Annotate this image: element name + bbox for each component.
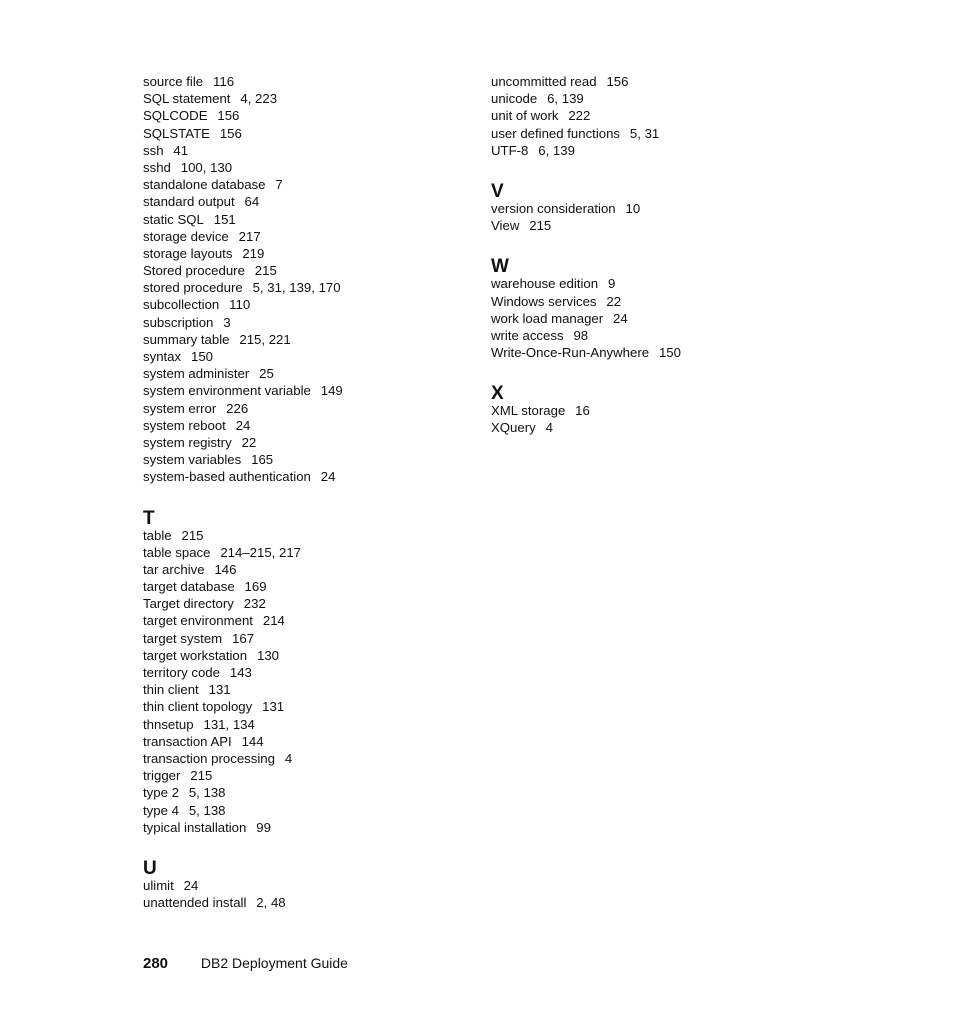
index-entry: [143, 451, 473, 468]
index-entry: [491, 344, 821, 361]
index-entry: [491, 402, 821, 419]
index-term: table: [143, 527, 172, 543]
index-entry: [143, 819, 473, 836]
index-term: View: [491, 218, 520, 234]
index-page-refs: 4: [545, 420, 553, 436]
index-entry: [143, 176, 473, 193]
index-page-refs: 110: [229, 297, 251, 313]
index-page-refs: 41: [173, 142, 189, 158]
index-page-refs: 215: [181, 527, 204, 543]
index-entry: [143, 279, 473, 296]
index-column-left: [143, 73, 473, 911]
index-letter-v: V: [491, 180, 504, 202]
index-entry: [491, 200, 821, 217]
index-entry: [143, 468, 473, 485]
index-entry: [491, 327, 821, 344]
index-page-refs: 4: [284, 750, 293, 766]
index-entry: [143, 802, 473, 819]
index-page-refs: 16: [575, 403, 590, 419]
index-entry: [143, 698, 473, 715]
index-page-refs: 98: [573, 327, 589, 343]
index-term: SQLCODE: [143, 108, 208, 124]
index-page-refs: 24: [320, 469, 336, 485]
index-page-refs: 25: [259, 366, 274, 382]
index-page-refs: 5, 138: [188, 785, 226, 801]
index-page-refs: 156: [217, 108, 240, 124]
index-term: sshd: [143, 159, 171, 175]
index-entry: [143, 630, 473, 647]
index-page-refs: 150: [191, 349, 214, 364]
index-term: ssh: [143, 142, 164, 158]
index-page-refs: 5, 138: [188, 802, 226, 818]
index-term: table space: [143, 544, 211, 560]
page-footer: [143, 955, 348, 972]
index-entry: [143, 664, 473, 681]
index-entry: [143, 716, 473, 733]
index-group-s: [143, 73, 473, 486]
index-term: thin client: [143, 682, 199, 698]
index-term: transaction API: [143, 733, 232, 749]
index-term: subscription: [143, 314, 214, 330]
index-entry: [143, 73, 473, 90]
index-term: unit of work: [491, 108, 559, 124]
index-page-refs: 217: [238, 228, 261, 244]
index-term: target environment: [143, 613, 253, 629]
index-entry: [143, 561, 473, 578]
index-term: system-based authentication: [143, 469, 311, 485]
index-entry: [143, 877, 473, 894]
index-term: system error: [143, 400, 217, 416]
index-entry: [143, 90, 473, 107]
index-entry: [143, 296, 473, 313]
index-entry: [143, 125, 473, 142]
index-letter-u: U: [143, 857, 157, 879]
index-page-refs: 232: [243, 596, 266, 612]
index-term: SQL statement: [143, 91, 231, 107]
index-page-refs: 214: [262, 613, 285, 629]
index-entry: [143, 382, 473, 399]
index-page-refs: 219: [242, 245, 265, 261]
index-page-refs: 150: [658, 345, 681, 361]
index-entry: [143, 750, 473, 767]
index-term: subcollection: [143, 297, 220, 313]
index-term: transaction processing: [143, 750, 275, 766]
index-entry: [491, 275, 821, 292]
index-entry: [491, 310, 821, 327]
index-term: uncommitted read: [491, 74, 597, 89]
index-term: XQuery: [491, 420, 536, 436]
index-term: standard output: [143, 194, 235, 210]
index-term: source file: [143, 74, 204, 89]
index-entry: [143, 262, 473, 279]
index-term: type 4: [143, 802, 179, 818]
index-page-refs: 214–215, 217: [220, 544, 302, 560]
index-page-refs: 226: [226, 400, 249, 416]
index-page-refs: 5, 31: [629, 125, 660, 141]
index-term: version consideration: [491, 200, 616, 216]
index-page-refs: 131: [208, 682, 231, 698]
index-page-refs: 6, 139: [538, 142, 575, 158]
index-entry: [143, 767, 473, 784]
index-term: Write-Once-Run-Anywhere: [491, 345, 650, 361]
index-page-refs: 215: [190, 768, 213, 784]
index-group-u-continued: [491, 73, 821, 159]
index-term: stored procedure: [143, 280, 243, 296]
index-column-right: [491, 73, 821, 437]
index-page-refs: 149: [320, 383, 343, 399]
index-term: static SQL: [143, 211, 204, 227]
index-entry: [491, 125, 821, 142]
index-group-v: [491, 200, 821, 234]
index-entry: [491, 419, 821, 436]
index-term: target workstation: [143, 647, 248, 663]
index-entry: [143, 578, 473, 595]
index-page-refs: 2, 48: [256, 895, 286, 911]
index-term: thnsetup: [143, 716, 194, 732]
index-term: UTF-8: [491, 142, 529, 158]
index-page-refs: 116: [213, 74, 235, 89]
index-entry: [143, 107, 473, 124]
index-term: Windows services: [491, 293, 597, 309]
index-term: system variables: [143, 452, 242, 468]
index-entry: [143, 365, 473, 382]
index-term: storage layouts: [143, 245, 233, 261]
index-page-refs: 131: [262, 699, 285, 715]
index-entry: [143, 733, 473, 750]
index-entry: [143, 647, 473, 664]
index-page-refs: 24: [235, 417, 251, 433]
index-page-refs: 156: [219, 125, 242, 141]
index-page-refs: 143: [229, 665, 252, 680]
index-entry: [143, 784, 473, 801]
index-term: thin client topology: [143, 699, 253, 715]
index-group-u: [143, 877, 473, 911]
index-term: write access: [491, 327, 564, 343]
index-page-refs: 22: [241, 434, 257, 450]
index-entry: [143, 400, 473, 417]
index-page-refs: 7: [275, 177, 283, 193]
index-term: XML storage: [491, 403, 566, 419]
index-group-t: [143, 527, 473, 836]
index-entry: [491, 217, 821, 234]
index-page-refs: 10: [625, 200, 641, 216]
index-entry: [491, 293, 821, 310]
index-term: system reboot: [143, 417, 226, 433]
index-entry: [143, 245, 473, 262]
index-page-refs: 6, 139: [547, 91, 584, 107]
index-entry: [143, 142, 473, 159]
index-entry: [491, 107, 821, 124]
index-page-refs: 130: [256, 647, 279, 663]
index-term: syntax: [143, 349, 182, 364]
index-entry: [143, 544, 473, 561]
index-letter-w: W: [491, 256, 509, 278]
index-page-refs: 156: [606, 74, 629, 89]
index-term: ulimit: [143, 877, 174, 893]
index-term: trigger: [143, 768, 181, 784]
index-term: tar archive: [143, 561, 205, 577]
index-entry: [143, 894, 473, 911]
index-page-refs: 24: [183, 877, 199, 893]
index-page-refs: 222: [568, 108, 591, 124]
index-term: type 2: [143, 785, 179, 801]
index-term: system environment variable: [143, 383, 311, 399]
index-page-refs: 167: [232, 630, 255, 646]
index-entry: [143, 681, 473, 698]
index-group-w: [491, 275, 821, 361]
index-page-refs: 165: [251, 452, 274, 468]
index-entry: [143, 331, 473, 348]
index-term: warehouse edition: [491, 276, 599, 292]
index-term: SQLSTATE: [143, 125, 210, 141]
index-term: target database: [143, 579, 235, 595]
index-term: summary table: [143, 331, 230, 347]
index-term: system administer: [143, 366, 250, 382]
index-page-refs: 169: [244, 579, 267, 595]
index-entry: [143, 527, 473, 544]
index-entry: [143, 314, 473, 331]
index-term: work load manager: [491, 310, 604, 326]
index-page-refs: 215: [529, 218, 552, 234]
index-page-refs: 131, 134: [203, 716, 255, 732]
index-term: unattended install: [143, 895, 247, 911]
index-letter-x: X: [491, 383, 504, 405]
index-entry: [491, 90, 821, 107]
index-page-refs: 3: [223, 314, 231, 330]
index-entry: [143, 159, 473, 176]
index-page-refs: 4, 223: [240, 91, 278, 107]
index-page-refs: 64: [244, 194, 260, 210]
index-term: Stored procedure: [143, 263, 245, 279]
index-page-refs: 146: [214, 561, 237, 577]
index-term: storage device: [143, 228, 229, 244]
index-term: system registry: [143, 434, 232, 450]
index-term: Target directory: [143, 596, 234, 612]
index-page-refs: 215: [254, 263, 277, 279]
index-page-refs: 5, 31, 139, 170: [252, 280, 341, 296]
index-entry: [143, 612, 473, 629]
index-page-refs: 151: [213, 211, 236, 227]
index-page-refs: 9: [607, 276, 616, 292]
index-term: territory code: [143, 665, 220, 680]
index-entry: [491, 142, 821, 159]
index-term: user defined functions: [491, 125, 621, 141]
index-letter-t: T: [143, 507, 155, 529]
index-entry: [143, 348, 473, 365]
index-page-refs: 24: [613, 310, 628, 326]
index-entry: [143, 193, 473, 210]
index-term: standalone database: [143, 177, 266, 193]
index-entry: [143, 434, 473, 451]
index-page-refs: 22: [606, 293, 622, 309]
index-page-refs: 215, 221: [239, 331, 291, 347]
index-entry: [143, 417, 473, 434]
index-entry: [143, 228, 473, 245]
index-entry: [143, 211, 473, 228]
index-page-refs: 100, 130: [180, 159, 233, 175]
page-number: 280: [143, 955, 169, 972]
index-page-refs: 144: [241, 733, 264, 749]
index-page-refs: 99: [256, 819, 271, 835]
index-term: target system: [143, 630, 223, 646]
index-group-x: [491, 402, 821, 436]
book-title: DB2 Deployment Guide: [200, 955, 348, 971]
index-term: unicode: [491, 91, 538, 107]
index-term: typical installation: [143, 819, 247, 835]
index-entry: [491, 73, 821, 90]
index-entry: [143, 595, 473, 612]
